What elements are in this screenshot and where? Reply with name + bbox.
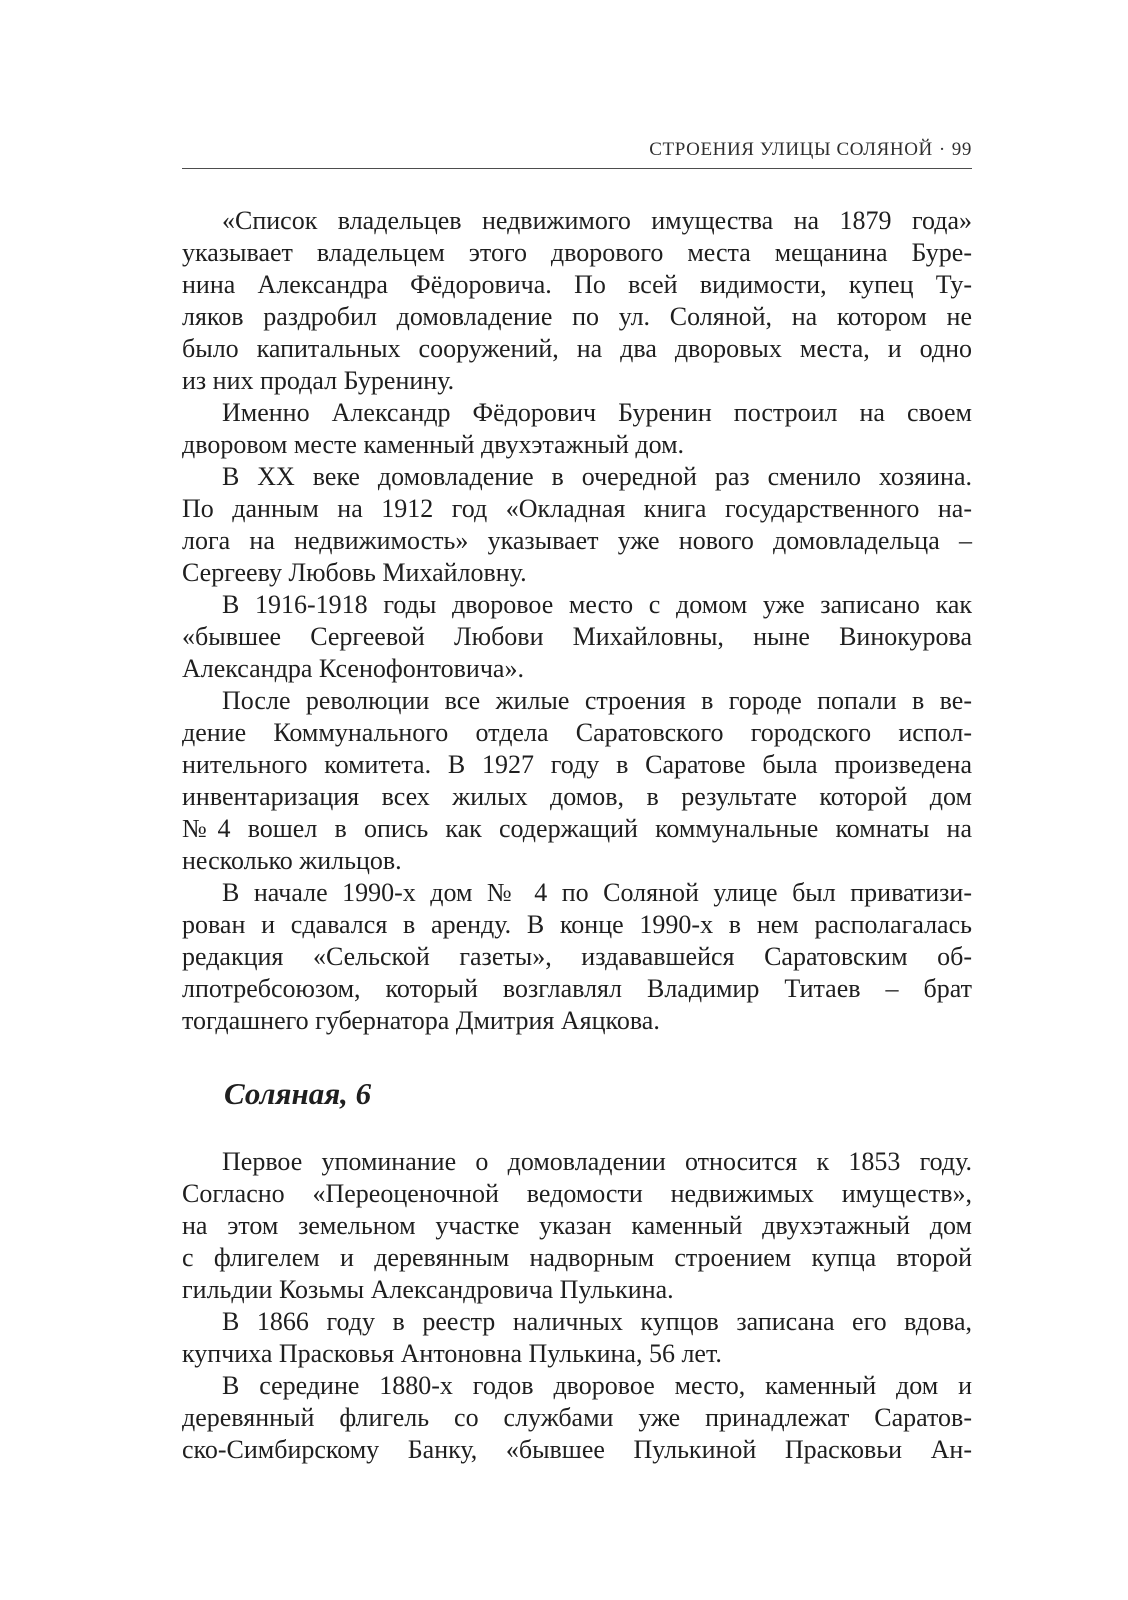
text-line: Именно Александр Фёдорович Буренин построил на своем [222, 398, 972, 427]
text-line: В ХХ веке домовладение в очередной раз сменило хозяина. [222, 462, 972, 491]
text-line: дворовом месте каменный двухэтажный дом. [182, 430, 685, 459]
text-line: нительного комитета. В 1927 году в Саратове была произведена [182, 750, 972, 779]
text-line: с флигелем и деревянным надворным строением купца второй [182, 1243, 972, 1272]
text-line: из них продал Буренину. [182, 366, 455, 395]
text-line: Согласно «Переоценочной ведомости недвижимых имуществ», [182, 1179, 972, 1208]
running-title: СТРОЕНИЯ УЛИЦЫ СОЛЯНОЙ [649, 139, 933, 160]
text-line: В начале 1990-х дом № 4 по Соляной улице был приватизи- [222, 878, 972, 907]
page-body [182, 205, 972, 1466]
text-line: несколько жильцов. [182, 846, 402, 875]
paragraph [182, 397, 972, 461]
text-line: гильдии Козьмы Александровича Пулькина. [182, 1275, 674, 1304]
paragraph [182, 589, 972, 685]
header-separator: · [938, 139, 946, 160]
text-line: В середине 1880-х годов дворовое место, каменный дом и [222, 1371, 972, 1400]
text-line: В 1916-1918 годы дворовое место с домом уже записано как [222, 590, 972, 619]
text-line: В 1866 году в реестр наличных купцов записана его вдова, [222, 1307, 972, 1336]
text-line: лпотребсоюзом, который возглавлял Владимир Титаев – брат [182, 974, 972, 1003]
text-line: тогдашнего губернатора Дмитрия Аяцкова. [182, 1006, 660, 1035]
text-line: «Список владельцев недвижимого имущества на 1879 года» [222, 206, 972, 235]
text-line: на этом земельном участке указан каменный двухэтажный дом [182, 1211, 972, 1240]
text-line: редакция «Сельской газеты», издававшейся Саратовским об- [182, 942, 972, 971]
text-line: Сергееву Любовь Михайловну. [182, 558, 527, 587]
paragraph [182, 461, 972, 589]
text-line: Первое упоминание о домовладении относится к 1853 году. [222, 1147, 972, 1176]
paragraph [182, 877, 972, 1037]
text-line: Александра Ксенофонтовича». [182, 654, 524, 683]
page-number: 99 [951, 139, 972, 160]
paragraph [182, 1306, 972, 1370]
text-line: деревянный флигель со службами уже принадлежат Саратов- [182, 1403, 972, 1432]
paragraph [182, 1370, 972, 1466]
text-line: ляков раздробил домовладение по ул. Соляной, на котором не [182, 302, 972, 331]
text-line: ско-Симбирскому Банку, «бывшее Пулькиной Прасковьи Ан- [182, 1435, 972, 1464]
text-line: №4 вошел в опись как содержащий коммунальные комнаты на [182, 814, 972, 843]
text-line: нина Александра Фёдоровича. По всей видимости, купец Ту- [182, 270, 972, 299]
page-header [182, 140, 972, 169]
paragraph [182, 205, 972, 397]
text-line: было капитальных сооружений, на два дворовых места, и одно [182, 334, 972, 363]
paragraph [182, 685, 972, 877]
text-line: лога на недвижимость» указывает уже нового домовладельца – [182, 526, 972, 555]
text-line: указывает владельцем этого дворового места мещанина Буре- [182, 238, 972, 267]
text-line: После революции все жилые строения в городе попали в ве- [222, 686, 972, 715]
text-line: дение Коммунального отдела Саратовского городского испол- [182, 718, 972, 747]
text-line: «бывшее Сергеевой Любови Михайловны, ныне Винокурова [182, 622, 972, 651]
text-line: рован и сдавался в аренду. В конце 1990-х в нем располагалась [182, 910, 972, 939]
paragraph [182, 1146, 972, 1306]
text-line: По данным на 1912 год «Окладная книга государственного на- [182, 494, 972, 523]
text-line: инвентаризация всех жилых домов, в результате которой дом [182, 782, 972, 811]
text-line: купчиха Прасковья Антоновна Пулькина, 56 лет. [182, 1339, 722, 1368]
section-heading: Соляная, 6 [224, 1076, 372, 1111]
